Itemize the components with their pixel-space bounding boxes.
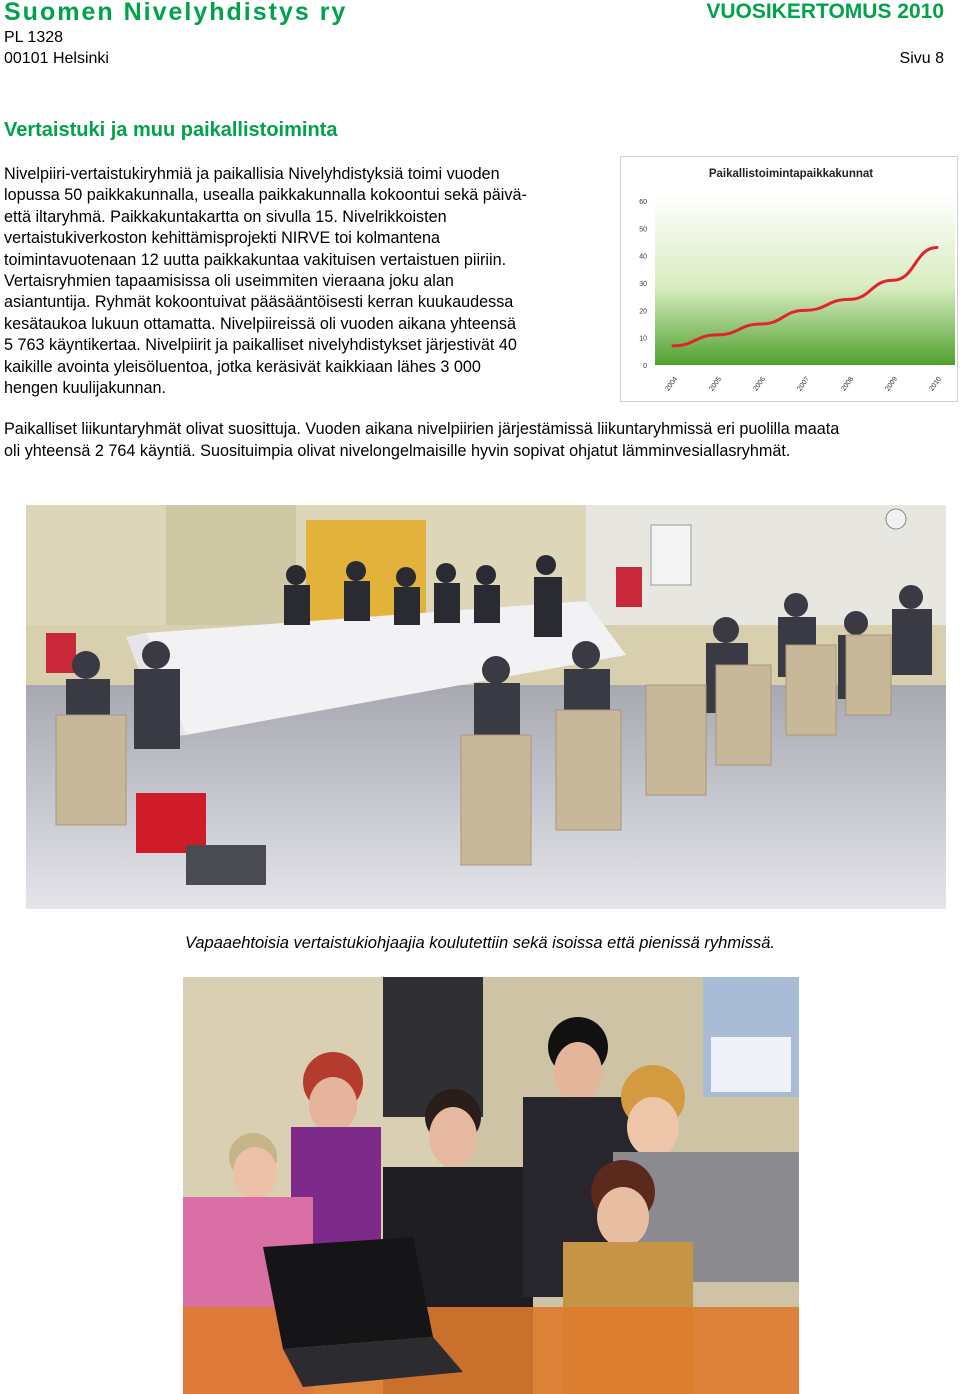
y-tick-label: 60 xyxy=(639,199,647,206)
section-heading: Vertaistuki ja muu paikallistoiminta xyxy=(4,119,338,141)
paragraph-line: Vertaisryhmien tapaamisissa oli useimmiten vieraana joku alan xyxy=(4,272,454,291)
x-tick-label: 2007 xyxy=(796,375,812,393)
chart-svg xyxy=(621,157,957,401)
data-point xyxy=(760,323,762,325)
paragraph-line: asiantuntija. Ryhmät kokoontuivat pääsääntöisesti kerran kuukaudessa xyxy=(4,293,514,312)
y-tick-label: 0 xyxy=(643,363,647,370)
data-point xyxy=(716,334,718,336)
paragraph-exercise-groups xyxy=(4,419,960,462)
paragraph-line: kaikille avointa yleisöluentoa, jotka keräsivät kaikkiaan lähes 3 000 xyxy=(4,357,481,376)
organization-name: Suomen Nivelyhdistys ry xyxy=(4,0,348,26)
paragraph-line: Paikalliset liikuntaryhmät olivat suosittuja. Vuoden aikana nivelpiirien järjestämissä liikuntaryhmissä eri puolilla maata xyxy=(4,420,840,438)
photo-group-meeting xyxy=(26,505,946,909)
paragraph-line: oli yhteensä 2 764 käyntiä. Suosituimpia olivat nivelongelmaisille hyvin sopivat ohjatut lämminvesiallasryhmät. xyxy=(4,441,791,460)
paragraph-line: Nivelpiiri-vertaistukiryhmiä ja paikallisia Nivelyhdistyksiä toimi vuoden xyxy=(4,165,500,183)
photo-caption: Vapaaehtoisia vertaistukiohjaajia koulutettiin sekä isoissa että pienissä ryhmissä. xyxy=(184,934,776,952)
paragraph-line: toimintavuotenaan 12 uutta paikkakuntaa vakituisen vertaistuen piiriin. xyxy=(4,250,507,269)
photo-small-group-laptop xyxy=(183,977,799,1394)
report-title: VUOSIKERTOMUS 2010 xyxy=(706,0,944,23)
data-point xyxy=(892,279,894,281)
y-tick-label: 50 xyxy=(639,226,647,234)
page-number: Sivu 8 xyxy=(899,50,944,67)
y-tick-label: 10 xyxy=(639,335,647,343)
y-tick-label: 20 xyxy=(639,308,647,316)
paragraph-peer-support xyxy=(4,164,604,399)
data-point xyxy=(848,299,850,301)
chart-local-activity xyxy=(620,156,958,402)
paragraph-line: lopussa 50 paikkakunnalla, usealla paikkakunnalla kokoontui sekä päivä- xyxy=(4,186,527,205)
paragraph-line: hengen kuulijakunnan. xyxy=(4,379,167,398)
paragraph-line: vertaistukiverkoston kehittämisprojekti NIRVE toi kolmantena xyxy=(4,229,441,248)
chart-title: Paikallistoimintapaikkakunnat xyxy=(708,168,874,180)
paragraph-line: kesätaukoa lukuun ottamatta. Nivelpiireissä oli vuoden aikana yhteensä xyxy=(4,314,517,333)
y-tick-label: 40 xyxy=(639,253,647,261)
data-point xyxy=(936,247,938,249)
data-point xyxy=(804,310,806,312)
address-line-2: 00101 Helsinki xyxy=(4,50,109,67)
paragraph-line: että iltaryhmä. Paikkakuntakartta on sivulla 15. Nivelrikkoisten xyxy=(4,207,447,226)
y-tick-label: 30 xyxy=(639,281,647,288)
x-tick-label: 2008 xyxy=(840,375,856,393)
x-tick-label: 2004 xyxy=(664,375,680,393)
x-tick-label: 2005 xyxy=(708,375,724,393)
data-point xyxy=(672,345,674,347)
address-line-1: PL 1328 xyxy=(4,29,64,46)
x-tick-label: 2010 xyxy=(928,375,944,393)
paragraph-line: 5 763 käyntikertaa. Nivelpiirit ja paikalliset nivelyhdistykset järjestivät 40 xyxy=(4,336,517,355)
x-tick-label: 2009 xyxy=(884,375,900,393)
x-tick-label: 2006 xyxy=(752,375,768,393)
